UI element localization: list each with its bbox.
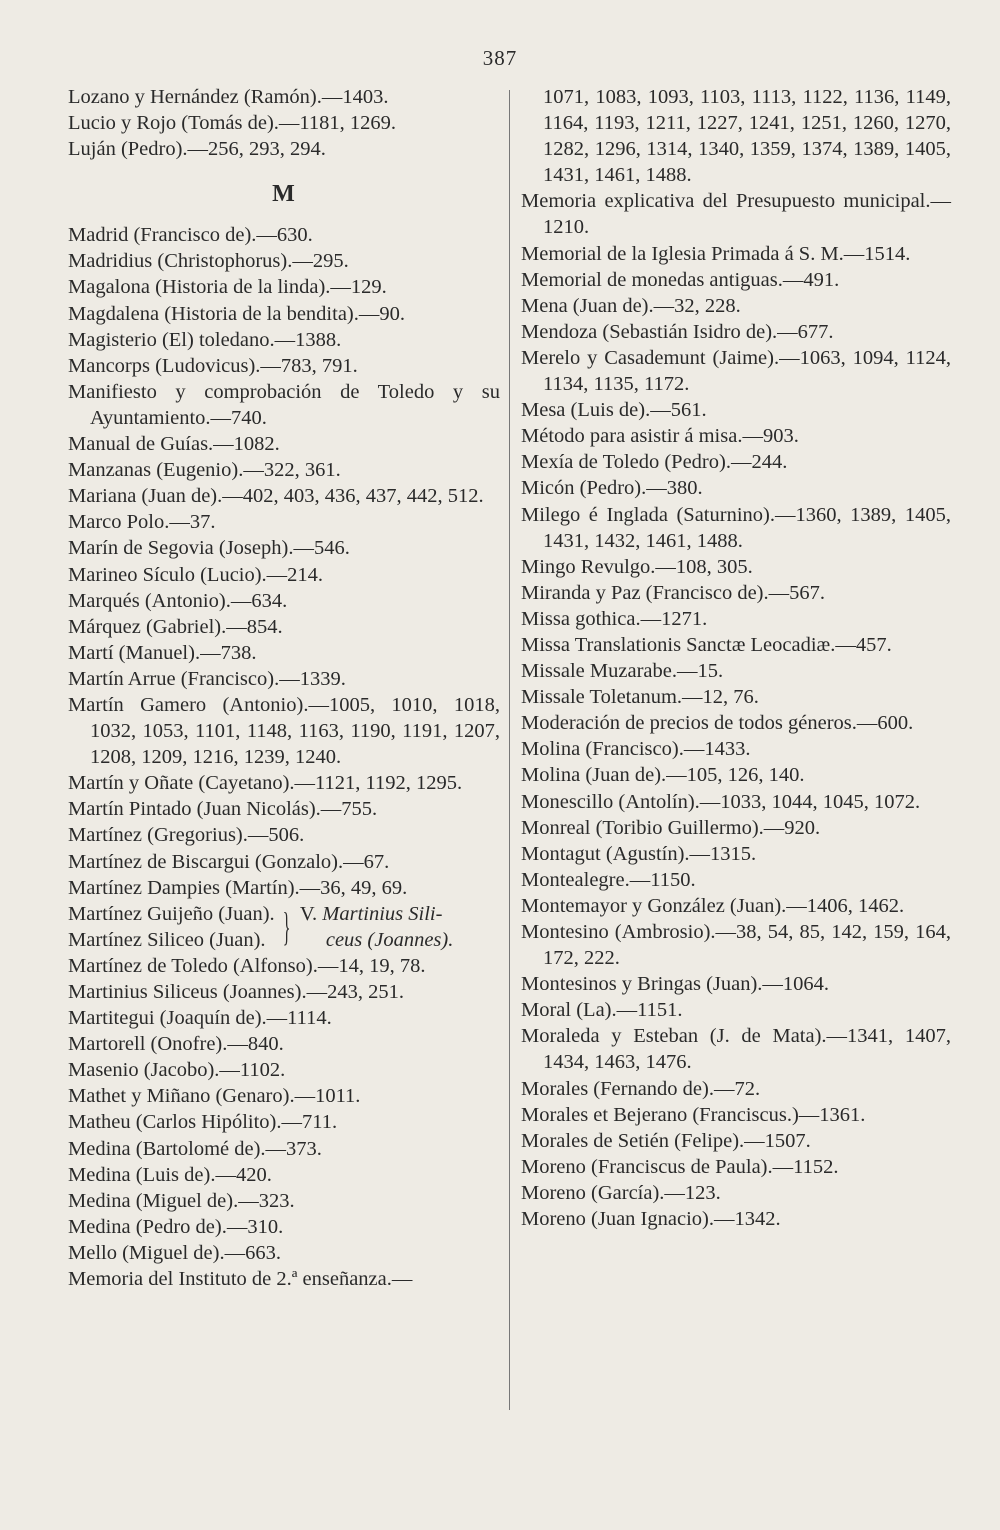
index-entry: Madridius (Christophorus).—295.	[68, 250, 349, 273]
index-entry: Magdalena (Historia de la bendita).—90.	[68, 302, 405, 325]
index-entry: Micón (Pedro).—380.	[521, 477, 703, 500]
index-entry: Monreal (Toribio Guillermo).—920.	[521, 816, 821, 839]
index-entry: Memorial de monedas antiguas.—491.	[521, 268, 840, 291]
index-entry: Morales de Setién (Felipe).—1507.	[521, 1129, 811, 1152]
index-entry: Marín de Segovia (Joseph).—546.	[68, 537, 350, 560]
index-entry: Mendoza (Sebastián Isidro de).—677.	[521, 320, 834, 343]
index-entry: Missa Translationis Sanctæ Leocadiæ.—457.	[521, 633, 892, 656]
index-entry: Molina (Francisco).—1433.	[521, 738, 751, 761]
index-entry: Moderación de precios de todos géneros.—600.	[521, 712, 914, 735]
index-entry: Mesa (Luis de).—561.	[521, 399, 707, 422]
index-entry: Morales (Fernando de).—72.	[521, 1077, 761, 1100]
index-entry: Missale Muzarabe.—15.	[521, 660, 724, 683]
index-entry: Moreno (García).—123.	[521, 1181, 721, 1204]
index-entry: Martínez Siliceo (Juan).	[68, 928, 266, 951]
index-entry: Memorial de la Iglesia Primada á S. M.—1514.	[521, 242, 911, 265]
left-column	[68, 84, 500, 1292]
index-entry: Moreno (Juan Ignacio).—1342.	[521, 1208, 781, 1231]
index-entry: Milego é Inglada (Saturnino).—1360, 1389, 1405, 1431, 1432, 1461, 1488.	[521, 503, 951, 552]
index-entry: Morales et Bejerano (Franciscus.)—1361.	[521, 1103, 866, 1126]
index-entry: Mancorps (Ludovicus).—783, 791.	[68, 354, 358, 377]
continuation-entry: 1071, 1083, 1093, 1103, 1113, 1122, 1136, 1149, 1164, 1193, 1211, 1227, 1241, 1251, 1260, 1270, 1282, 1296, 1314, 1340, 1359, 1374, 1389, 1405, 1431, 1461, 1488.	[543, 86, 951, 187]
see-target-line-1: Martinius Sili-	[322, 902, 443, 925]
index-entry: Luján (Pedro).—256, 293, 294.	[68, 138, 326, 161]
entries-section-m	[68, 222, 500, 900]
index-entry: Mariana (Juan de).—402, 403, 436, 437, 442, 512.	[68, 485, 484, 508]
index-entry: Método para asistir á misa.—903.	[521, 425, 799, 448]
index-entry: Montemayor y González (Juan).—1406, 1462.	[521, 894, 905, 917]
index-entry: Martitegui (Joaquín de).—1114.	[68, 1007, 332, 1030]
index-entry: Montesinos y Bringas (Juan).—1064.	[521, 973, 830, 996]
page-number: 387	[482, 46, 518, 70]
index-entry: Magisterio (El) toledano.—1388.	[68, 328, 342, 351]
entries-before-section	[68, 84, 500, 162]
index-entry: Mexía de Toledo (Pedro).—244.	[521, 451, 788, 474]
index-entry: Martí (Manuel).—738.	[68, 641, 257, 664]
index-entry: Marqués (Antonio).—634.	[68, 589, 288, 612]
index-entry: Marco Polo.—37.	[68, 511, 216, 534]
right-column	[521, 84, 951, 1232]
index-entry: Martínez de Biscargui (Gonzalo).—67.	[68, 850, 390, 873]
index-entry: Medina (Luis de).—420.	[68, 1163, 272, 1186]
index-entry: Magalona (Historia de la linda).—129.	[68, 276, 387, 299]
index-entry: Lozano y Hernández (Ramón).—1403.	[68, 86, 389, 108]
index-entry: Medina (Pedro de).—310.	[68, 1215, 284, 1238]
index-entry: Manzanas (Eugenio).—322, 361.	[68, 459, 341, 482]
index-entry: Moral (La).—1151.	[521, 999, 683, 1022]
index-entry: Manual de Guías.—1082.	[68, 433, 280, 456]
index-entry: Medina (Miguel de).—323.	[68, 1189, 295, 1212]
cross-reference-group	[68, 901, 500, 953]
index-entry: Martínez de Toledo (Alfonso).—14, 19, 78.	[68, 954, 426, 977]
index-entry: Lucio y Rojo (Tomás de).—1181, 1269.	[68, 112, 397, 135]
index-entry: Memoria explicativa del Presupuesto municipal.—1210.	[521, 190, 951, 239]
index-entry: Martín Pintado (Juan Nicolás).—755.	[68, 798, 378, 821]
index-entry: Márquez (Gabriel).—854.	[68, 615, 283, 638]
index-entry: Medina (Bartolomé de).—373.	[68, 1137, 322, 1160]
index-entry: Madrid (Francisco de).—630.	[68, 224, 313, 247]
index-entry: Missa gothica.—1271.	[521, 607, 708, 630]
index-entry: Mathet y Miñano (Genaro).—1011.	[68, 1085, 361, 1108]
index-entry: Mena (Juan de).—32, 228.	[521, 294, 741, 317]
index-entry: Moreno (Franciscus de Paula).—1152.	[521, 1155, 839, 1178]
index-entry: Mello (Miguel de).—663.	[68, 1241, 281, 1264]
index-entry: Merelo y Casademunt (Jaime).—1063, 1094, 1124, 1134, 1135, 1172.	[521, 346, 951, 396]
index-entry: Manifiesto y comprobación de Toledo y su Ayuntamiento.—740.	[68, 380, 500, 429]
index-entry: Martinius Siliceus (Joannes).—243, 251.	[68, 981, 404, 1003]
index-entry: Martínez Guijeño (Juan).	[68, 902, 275, 925]
column-divider	[509, 90, 510, 1410]
index-entry: Matheu (Carlos Hipólito).—711.	[68, 1111, 338, 1134]
index-entry: Memoria del Instituto de 2.ª enseñanza.—	[68, 1268, 413, 1291]
index-entry: Moraleda y Esteban (J. de Mata).—1341, 1407, 1434, 1463, 1476.	[521, 1025, 951, 1074]
index-entry: Martín Gamero (Antonio).—1005, 1010, 1018, 1032, 1053, 1101, 1148, 1163, 1190, 1191, 1207, 1208, 1209, 1216, 1239, 1240.	[68, 693, 500, 769]
index-entry: Montealegre.—1150.	[521, 868, 696, 891]
index-entry: Marineo Sículo (Lucio).—214.	[68, 563, 324, 586]
see-prefix: V.	[299, 902, 318, 925]
index-entry: Martínez (Gregorius).—506.	[68, 824, 305, 847]
index-entry: Montesino (Ambrosio).—38, 54, 85, 142, 159, 164, 172, 222.	[521, 921, 951, 970]
index-entry: Mingo Revulgo.—108, 305.	[521, 555, 753, 578]
see-target-line-2: ceus (Joannes).	[325, 928, 454, 951]
index-entry: Martorell (Onofre).—840.	[68, 1033, 284, 1056]
index-entry: Molina (Juan de).—105, 126, 140.	[521, 764, 805, 787]
index-entry: Monescillo (Antolín).—1033, 1044, 1045, 1072.	[521, 790, 921, 813]
index-entry: Miranda y Paz (Francisco de).—567.	[521, 581, 825, 604]
index-entry: Masenio (Jacobo).—1102.	[68, 1059, 286, 1082]
see-reference	[300, 901, 454, 953]
index-entry: Martín Arrue (Francisco).—1339.	[68, 667, 346, 690]
index-entry: Missale Toletanum.—12, 76.	[521, 686, 759, 709]
index-entry: Martínez Dampies (Martín).—36, 49, 69.	[68, 876, 408, 899]
right-entries	[521, 188, 951, 1232]
index-entry: Martín y Oñate (Cayetano).—1121, 1192, 1295.	[68, 772, 463, 795]
section-letter: M	[272, 181, 296, 208]
brace-glyph: }	[282, 903, 291, 949]
entries-section-m-continued	[68, 953, 500, 1292]
index-entry: Montagut (Agustín).—1315.	[521, 842, 757, 865]
